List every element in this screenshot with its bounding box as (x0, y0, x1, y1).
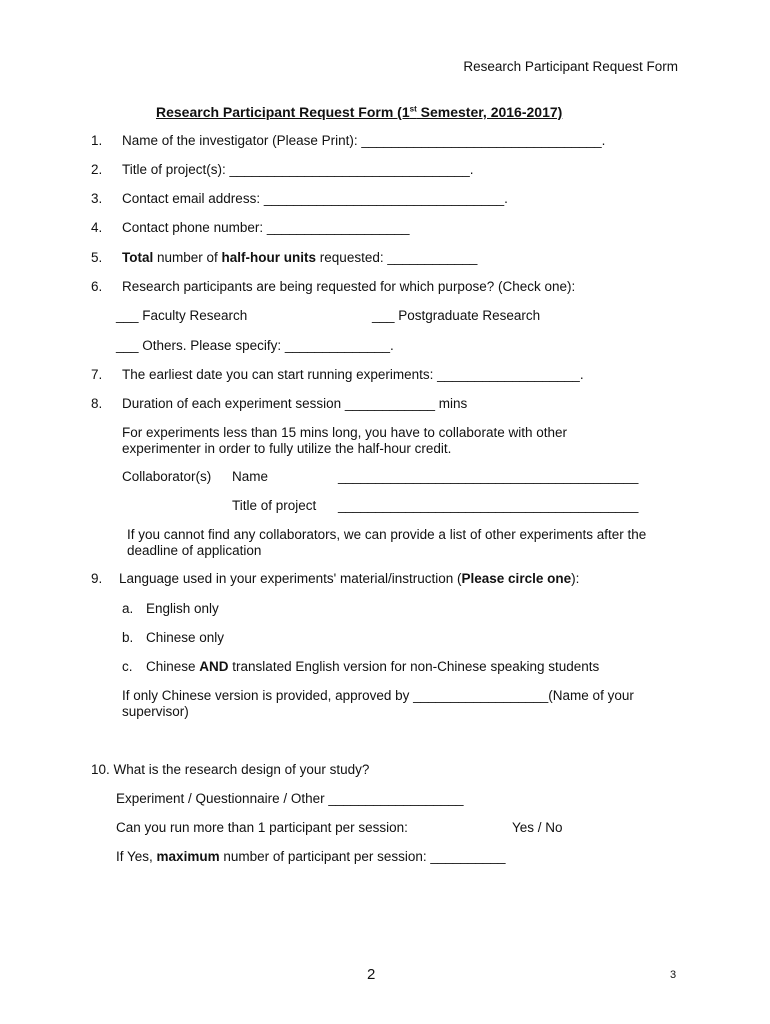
item-number: 7. (91, 367, 103, 382)
earliest-date-field[interactable]: The earliest date you can start running experiments: ___________________. (122, 367, 584, 382)
item-number: 9. (91, 571, 103, 586)
faculty-research-option[interactable]: ___ Faculty Research (116, 308, 248, 323)
collaborator-label: Collaborator(s) (122, 469, 212, 484)
running-header: Research Participant Request Form (463, 59, 678, 74)
purpose-question: Research participants are being requested for which purpose? (Check one): (122, 279, 576, 294)
item-number: 5. (91, 250, 103, 265)
contact-phone-field[interactable]: Contact phone number: ___________________ (122, 220, 410, 235)
research-design-question: 10. What is the research design of your study? (91, 762, 370, 777)
half-hour-units-field[interactable]: Total number of half-hour units requested: ____________ (122, 250, 478, 265)
collaborator-name-field[interactable]: ________________________________________ (338, 469, 639, 484)
item-number: 8. (91, 396, 103, 411)
collaborator-title-label: Title of project (232, 498, 317, 513)
item-number: 2. (91, 162, 103, 177)
item-number: 3. (91, 191, 103, 206)
chinese-and-english-option[interactable]: Chinese AND translated English version for non-Chinese speaking students (146, 659, 600, 674)
collaborator-name-label: Name (232, 469, 269, 484)
item-number: 4. (91, 220, 103, 235)
language-question: Language used in your experiments' material/instruction (Please circle one): (119, 571, 580, 586)
session-duration-field[interactable]: Duration of each experiment session ____________ mins (122, 396, 468, 411)
item-number: 6. (91, 279, 103, 294)
multi-participant-label: Can you run more than 1 participant per session: (116, 820, 408, 835)
option-letter: b. (122, 630, 134, 645)
collaborator-help-note: If you cannot find any collaborators, we can provide a list of other experiments after the deadline of application (127, 527, 647, 558)
multi-participant-choice[interactable]: Yes / No (512, 820, 563, 835)
english-only-option[interactable]: English only (146, 601, 219, 616)
chinese-only-option[interactable]: Chinese only (146, 630, 225, 645)
collaborator-title-field[interactable]: ________________________________________ (338, 498, 639, 513)
others-option[interactable]: ___ Others. Please specify: ______________. (116, 338, 394, 353)
project-title-field[interactable]: Title of project(s): ________________________________. (122, 162, 474, 177)
page-number: 2 (367, 966, 376, 983)
max-participants-field[interactable]: If Yes, maximum number of participant per session: __________ (116, 849, 506, 864)
page-number-secondary: 3 (670, 969, 677, 981)
option-letter: c. (122, 659, 133, 674)
investigator-name-field[interactable]: Name of the investigator (Please Print): ________________________________. (122, 133, 606, 148)
option-letter: a. (122, 601, 134, 616)
item-number: 1. (91, 133, 103, 148)
contact-email-field[interactable]: Contact email address: ________________________________. (122, 191, 508, 206)
collaboration-note: For experiments less than 15 mins long, you have to collaborate with other experimenter in order to fully utilize the half-hour credit. (122, 425, 567, 456)
research-design-field[interactable]: Experiment / Questionnaire / Other __________________ (116, 791, 464, 806)
supervisor-approval-field[interactable]: If only Chinese version is provided, approved by __________________(Name of your supervisor) (122, 688, 634, 719)
page-title: Research Participant Request Form (1st Semester, 2016-2017) (156, 104, 563, 120)
postgraduate-research-option[interactable]: ___ Postgraduate Research (372, 308, 541, 323)
